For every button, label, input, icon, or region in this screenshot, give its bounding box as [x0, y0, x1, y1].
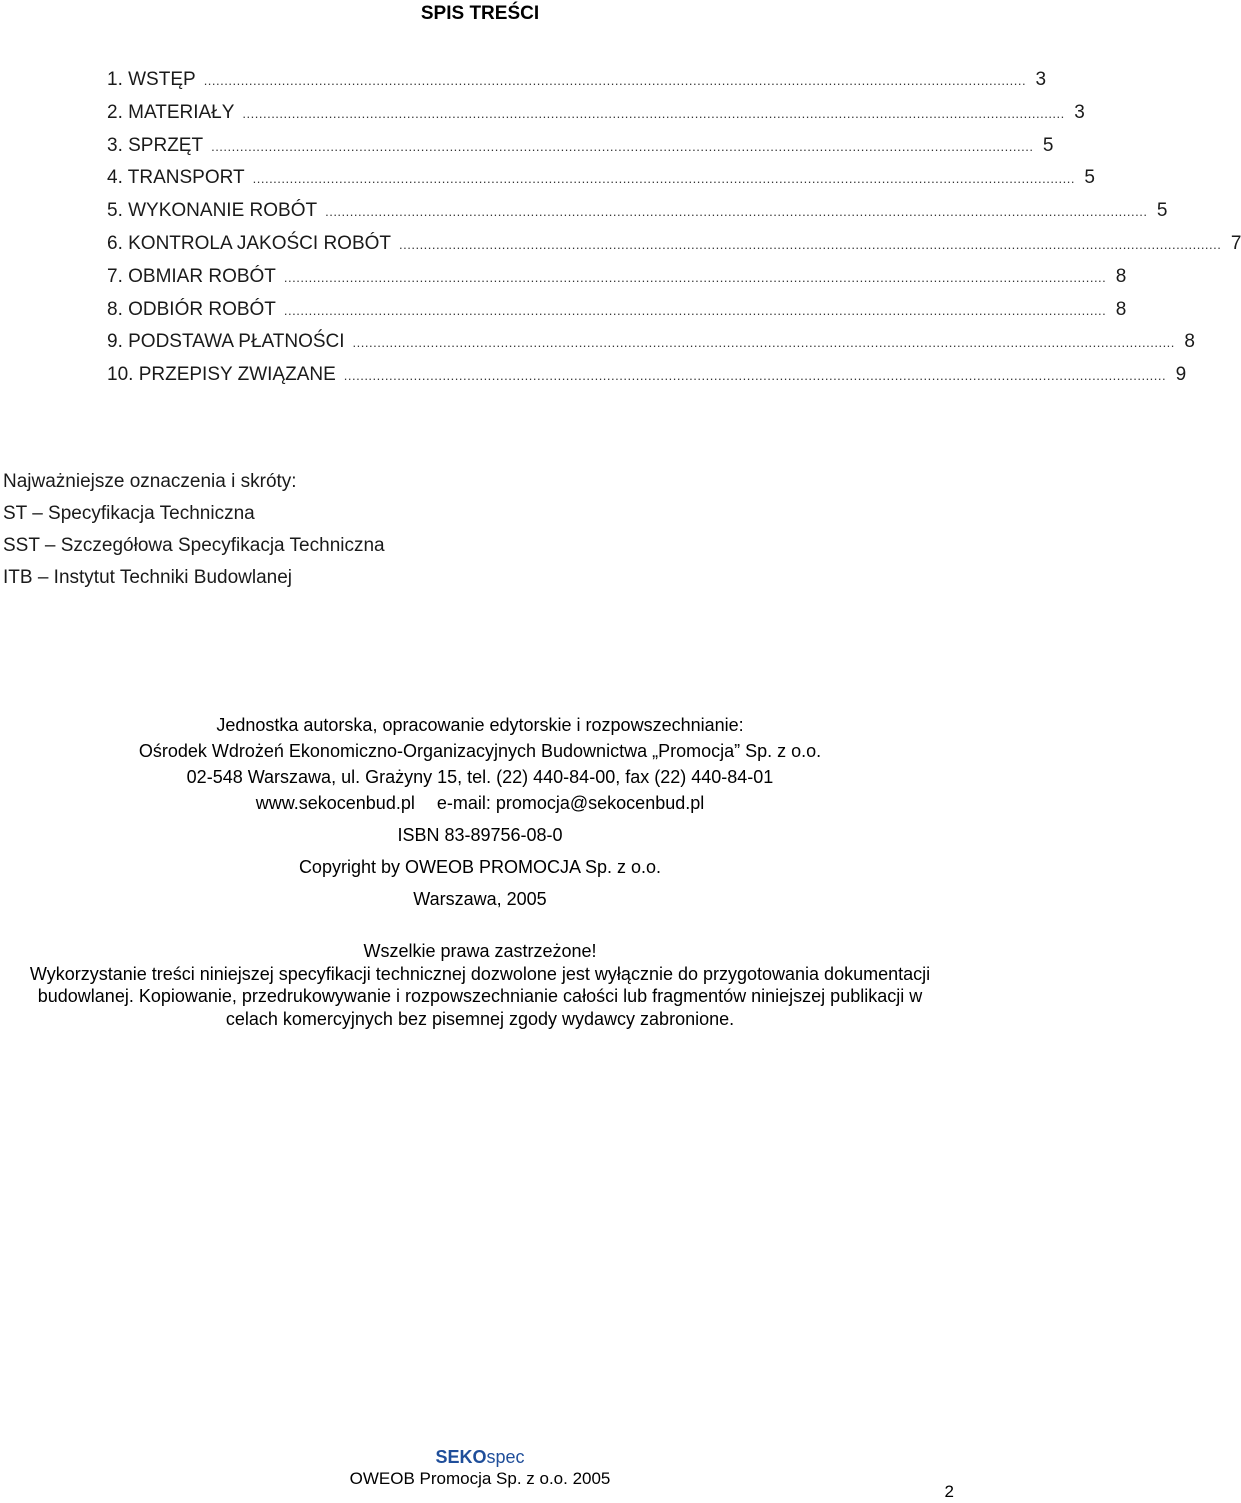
brand-logo-light: spec [486, 1447, 525, 1467]
toc-entry-5[interactable] [107, 199, 1168, 232]
page-title: SPIS TREŚCI [420, 3, 540, 24]
toc-entry-7[interactable] [107, 265, 1127, 298]
toc-entry-label: 2. MATERIAŁY [107, 101, 235, 123]
table-of-contents [107, 68, 1241, 396]
toc-entry-1[interactable] [107, 68, 1047, 101]
toc-entry-page: 3 [1035, 69, 1047, 90]
abbreviation-item: ST – Specyfikacja Techniczna [3, 503, 255, 524]
copyright: Copyright by OWEOB PROMOCJA Sp. z o.o. [298, 857, 662, 877]
website-link[interactable]: www.sekocenbud.pl [255, 793, 415, 813]
toc-leader-dots: ........................................................................................................................................................................................................ [203, 73, 1027, 88]
toc-entry-label: 9. PODSTAWA PŁATNOŚCI [107, 331, 345, 353]
toc-entry-2[interactable] [107, 101, 1085, 134]
imprint-contact [0, 790, 960, 816]
toc-entry-4[interactable] [107, 166, 1095, 199]
toc-entry-page: 5 [1084, 167, 1095, 189]
toc-entry-label: 1. WSTĘP [107, 69, 196, 90]
toc-leader-dots: ........................................................................................................................................................................................................ [399, 236, 1222, 252]
abbreviations-section [3, 468, 385, 596]
imprint-section [0, 712, 960, 912]
footer-company: OWEOB Promocja Sp. z o.o. 2005 [349, 1469, 611, 1488]
toc-leader-dots: ........................................................................................................................................................................................................ [343, 368, 1167, 384]
toc-entry-page: 8 [1115, 265, 1127, 287]
toc-entry-10[interactable] [107, 363, 1187, 396]
brand-logo [0, 1446, 960, 1468]
brand-logo-bold: SEKO [435, 1447, 487, 1467]
toc-entry-8[interactable] [107, 298, 1127, 331]
toc-entry-page: 7 [1230, 232, 1241, 254]
toc-entry-label: 6. KONTROLA JAKOŚCI ROBÓT [107, 232, 392, 254]
toc-leader-dots: ........................................................................................................................................................................................................ [252, 171, 1075, 187]
toc-leader-dots: ........................................................................................................................................................................................................ [352, 335, 1175, 351]
toc-leader-dots: ........................................................................................................................................................................................................ [211, 138, 1034, 154]
isbn: ISBN 83-89756-08-0 [397, 825, 563, 845]
toc-entry-label: 5. WYKONANIE ROBÓT [107, 200, 318, 222]
toc-leader-dots: ........................................................................................................................................................................................................ [283, 302, 1107, 318]
toc-entry-page: 5 [1042, 134, 1054, 156]
rights-heading: Wszelkie prawa zastrzeżone! [363, 941, 597, 961]
toc-entry-label: 8. ODBIÓR ROBÓT [107, 298, 276, 320]
toc-entry-9[interactable] [107, 330, 1195, 363]
toc-entry-page: 9 [1175, 364, 1187, 386]
toc-entry-page: 5 [1156, 200, 1168, 222]
toc-entry-label: 4. TRANSPORT [107, 167, 245, 189]
imprint-publisher: Ośrodek Wdrożeń Ekonomiczno-Organizacyjnych Budownictwa „Promocja” Sp. z o.o. [138, 741, 822, 761]
toc-entry-page: 8 [1184, 331, 1195, 353]
toc-leader-dots: ........................................................................................................................................................................................................ [325, 204, 1148, 220]
email-link[interactable]: e-mail: promocja@sekocenbud.pl [436, 793, 705, 813]
toc-leader-dots: ........................................................................................................................................................................................................ [283, 269, 1107, 285]
abbreviations-heading: Najważniejsze oznaczenia i skróty: [3, 471, 297, 492]
page-footer [0, 1446, 960, 1490]
toc-entry-label: 10. PRZEPISY ZWIĄZANE [107, 364, 336, 386]
abbreviation-item: ITB – Instytut Techniki Budowlanej [3, 567, 293, 588]
place-year: Warszawa, 2005 [413, 889, 547, 909]
toc-entry-3[interactable] [107, 134, 1054, 167]
page-number: 2 [944, 1482, 954, 1501]
toc-entry-label: 7. OBMIAR ROBÓT [107, 265, 276, 287]
rights-section [14, 940, 946, 1030]
abbreviation-item: SST – Szczegółowa Specyfikacja Techniczna [3, 535, 385, 556]
toc-leader-dots: ........................................................................................................................................................................................................ [242, 105, 1065, 121]
imprint-address: 02-548 Warszawa, ul. Grażyny 15, tel. (22) 440-84-00, fax (22) 440-84-01 [186, 767, 774, 787]
imprint-authoring-unit: Jednostka autorska, opracowanie edytorskie i rozpowszechnianie: [216, 715, 744, 735]
toc-entry-6[interactable] [107, 232, 1241, 265]
toc-entry-label: 3. SPRZĘT [107, 134, 204, 156]
toc-entry-page: 3 [1074, 101, 1085, 123]
toc-entry-page: 8 [1115, 298, 1127, 320]
rights-body: Wykorzystanie treści niniejszej specyfikacji technicznej dozwolone jest wyłącznie do przygotowania dokumentacji budowlanej. Kopiowanie, przedrukowywanie i rozpowszechnianie całości lub fragmentów niniejszej publikacji w celach komercyjnych bez pisemnej zgody wydawcy zabronione. [29, 963, 931, 1029]
